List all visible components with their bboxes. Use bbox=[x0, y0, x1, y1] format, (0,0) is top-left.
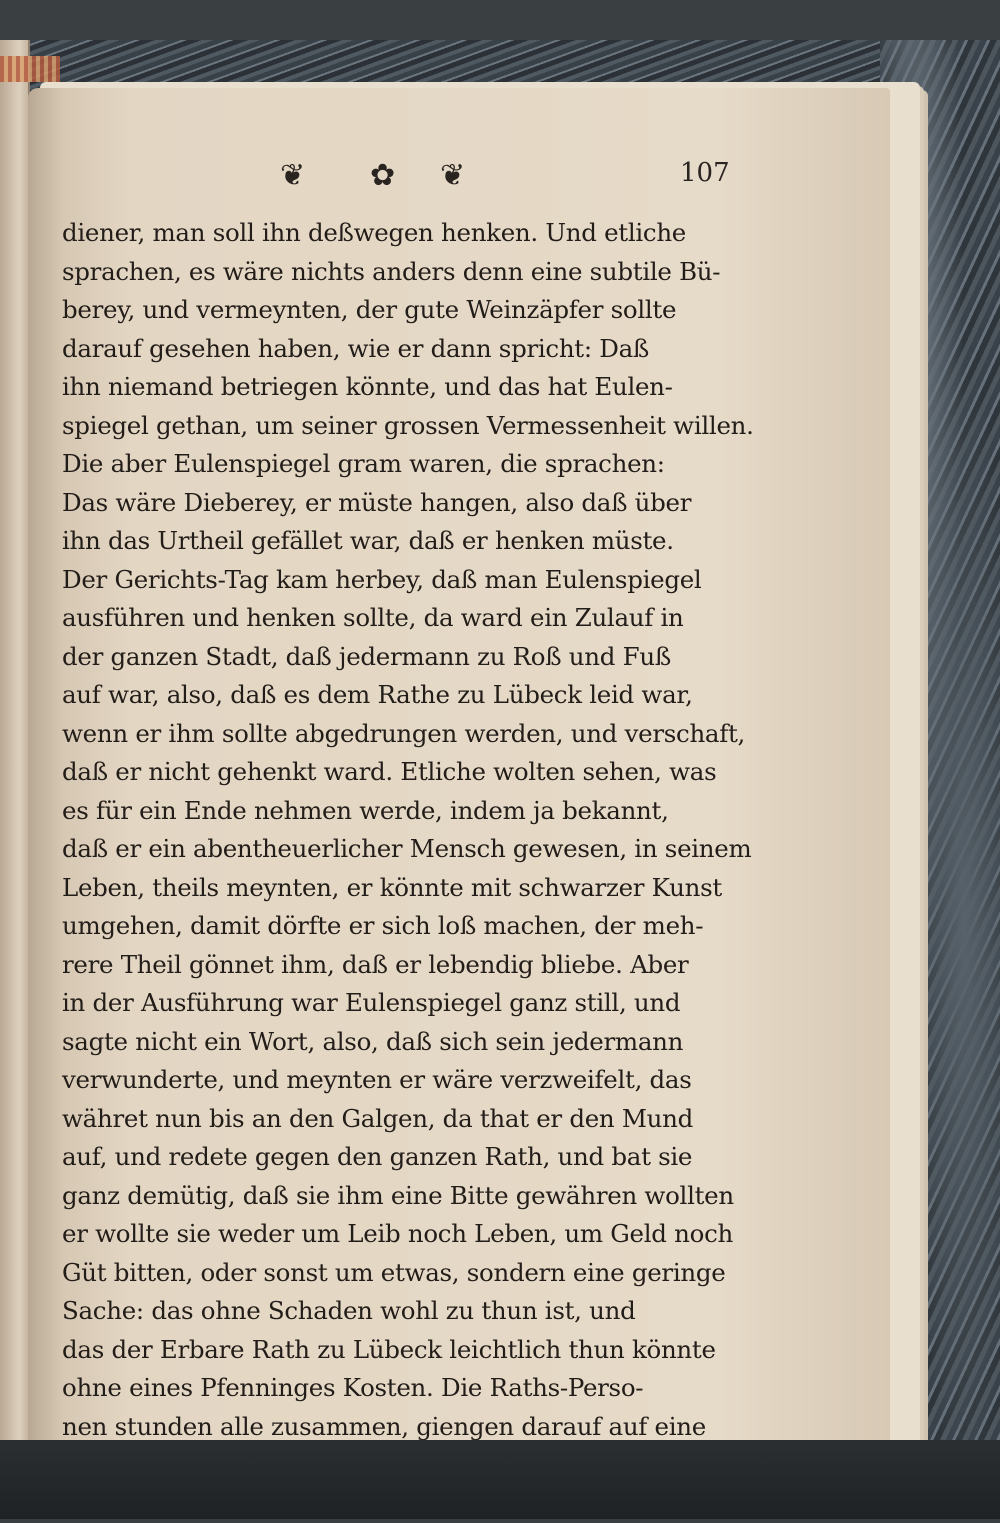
ornament-center-icon: ✿ bbox=[370, 156, 395, 196]
text-line: sprachen, es wäre nichts anders denn eine subtile Bü- bbox=[62, 253, 772, 292]
text-line: in der Ausführung war Eulenspiegel ganz still, und bbox=[62, 984, 772, 1023]
text-line: der ganzen Stadt, daß jedermann zu Roß und Fuß bbox=[62, 638, 772, 677]
text-line: diener, man soll ihn deßwegen henken. Und etliche bbox=[62, 214, 772, 253]
text-line: ganz demütig, daß sie ihm eine Bitte gewähren wollten bbox=[62, 1177, 772, 1216]
text-line: Die aber Eulenspiegel gram waren, die sprachen: bbox=[62, 445, 772, 484]
text-line: daß er ein abentheuerlicher Mensch gewesen, in seinem bbox=[62, 830, 772, 869]
text-line: sagte nicht ein Wort, also, daß sich sein jedermann bbox=[62, 1023, 772, 1062]
text-line: darauf gesehen haben, wie er dann spricht: Daß bbox=[62, 330, 772, 369]
text-line: Das wäre Dieberey, er müste hangen, also daß über bbox=[62, 484, 772, 523]
text-line: auf, und redete gegen den ganzen Rath, und bat sie bbox=[62, 1138, 772, 1177]
text-line: Der Gerichts-Tag kam herbey, daß man Eulenspiegel bbox=[62, 561, 772, 600]
text-line: ihn das Urtheil gefället war, daß er henken müste. bbox=[62, 522, 772, 561]
text-line: auf war, also, daß es dem Rathe zu Lübeck leid war, bbox=[62, 676, 772, 715]
text-line: Leben, theils meynten, er könnte mit schwarzer Kunst bbox=[62, 869, 772, 908]
text-line: spiegel gethan, um seiner grossen Vermessenheit willen. bbox=[62, 407, 772, 446]
spine-headband bbox=[0, 56, 60, 82]
text-line: ohne eines Pfenninges Kosten. Die Raths-Perso- bbox=[62, 1369, 772, 1408]
text-line: wenn er ihm sollte abgedrungen werden, und verschaft, bbox=[62, 715, 772, 754]
text-line: rere Theil gönnet ihm, daß er lebendig bliebe. Aber bbox=[62, 946, 772, 985]
page-number: 107 bbox=[680, 158, 730, 188]
body-text bbox=[62, 214, 772, 1523]
text-line: verwunderte, und meynten er wäre verzweifelt, das bbox=[62, 1061, 772, 1100]
ornament-left-icon: ❦ bbox=[280, 156, 305, 196]
text-line: währet nun bis an den Galgen, da that er den Mund bbox=[62, 1100, 772, 1139]
text-line: es für ein Ende nehmen werde, indem ja bekannt, bbox=[62, 792, 772, 831]
text-line: er wollte sie weder um Leib noch Leben, um Geld noch bbox=[62, 1215, 772, 1254]
background-shadow bbox=[0, 1440, 1000, 1519]
text-line: das der Erbare Rath zu Lübeck leichtlich thun könnte bbox=[62, 1331, 772, 1370]
text-line: Sache: das ohne Schaden wohl zu thun ist, und bbox=[62, 1292, 772, 1331]
text-line: Güt bitten, oder sonst um etwas, sondern eine geringe bbox=[62, 1254, 772, 1293]
ornament-right-icon: ❦ bbox=[440, 156, 465, 196]
text-line: ihn niemand betriegen könnte, und das hat Eulen- bbox=[62, 368, 772, 407]
text-line: nen stunden alle zusammen, giengen darauf auf eine bbox=[62, 1408, 772, 1447]
page-header bbox=[40, 150, 800, 210]
text-line: umgehen, damit dörfte er sich loß machen, der meh- bbox=[62, 907, 772, 946]
text-line: berey, und vermeynten, der gute Weinzäpfer sollte bbox=[62, 291, 772, 330]
left-page-edge bbox=[0, 40, 30, 1440]
text-line: daß er nicht gehenkt ward. Etliche wolten sehen, was bbox=[62, 753, 772, 792]
text-line: ausführen und henken sollte, da ward ein Zulauf in bbox=[62, 599, 772, 638]
